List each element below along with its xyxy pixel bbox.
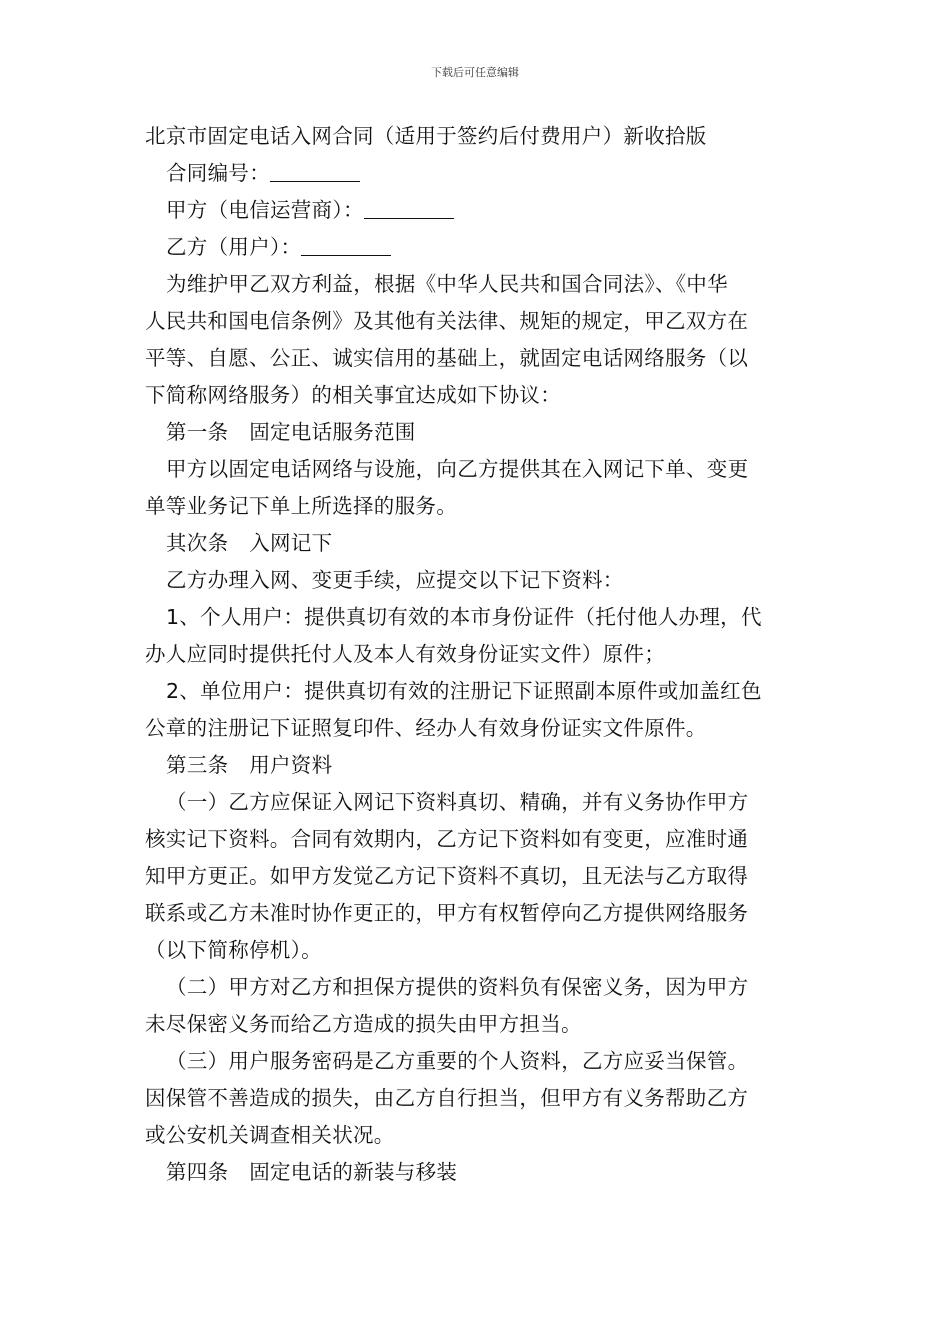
contract-line: 公章的注册记下证照复印件、经办人有效身份证实文件原件。 bbox=[145, 716, 707, 740]
contract-line: （以下简称停机）。 bbox=[145, 938, 322, 962]
contract-line: （三）用户服务密码是乙方重要的个人资料，乙方应妥当保管。 bbox=[166, 1049, 749, 1073]
contract-line: 人民共和国电信条例》及其他有关法律、规矩的规定，甲乙双方在 bbox=[145, 309, 749, 333]
page-header: 下载后可任意编辑 bbox=[431, 66, 519, 79]
contract-line: 知甲方更正。如甲方发觉乙方记下资料不真切，且无法与乙方取得 bbox=[145, 864, 749, 888]
contract-line: 1、个人用户：提供真切有效的本市身份证件（托付他人办理，代 bbox=[166, 605, 762, 629]
contract-number-row bbox=[145, 155, 807, 192]
party-b-row bbox=[145, 229, 807, 266]
contract-line: 单等业务记下单上所选择的服务。 bbox=[145, 494, 457, 518]
contract-line: （二）甲方对乙方和担保方提供的资料负有保密义务，因为甲方 bbox=[166, 975, 749, 999]
contract-number-label: 合同编号： bbox=[166, 161, 270, 185]
contract-line: 为维护甲乙双方利益，根据《中华人民共和国合同法》、《中华 bbox=[166, 272, 728, 296]
contract-line: 下简称网络服务）的相关事宜达成如下协议： bbox=[145, 383, 561, 407]
contract-line: 第一条 固定电话服务范围 bbox=[166, 420, 416, 444]
contract-line: 或公安机关调查相关状况。 bbox=[145, 1123, 395, 1147]
contract-line: 联系或乙方未准时协作更正的，甲方有权暂停向乙方提供网络服务 bbox=[145, 901, 749, 925]
contract-line: 办人应同时提供托付人及本人有效身份证实文件）原件； bbox=[145, 642, 665, 666]
contract-line: 第三条 用户资料 bbox=[166, 753, 333, 777]
contract-line: 2、单位用户：提供真切有效的注册记下证照副本原件或加盖红色 bbox=[166, 679, 762, 703]
party-b-label: 乙方（用户）： bbox=[166, 235, 302, 259]
contract-line: 平等、自愿、公正、诚实信用的基础上，就固定电话网络服务（以 bbox=[145, 346, 749, 370]
contract-line: （一）乙方应保证入网记下资料真切、精确，并有义务协作甲方 bbox=[166, 790, 749, 814]
party-b-blank bbox=[301, 233, 391, 256]
contract-line: 其次条 入网记下 bbox=[166, 531, 333, 555]
contract-body bbox=[145, 118, 807, 1191]
contract-title: 北京市固定电话入网合同（适用于签约后付费用户）新收拾版 bbox=[145, 124, 707, 148]
contract-number-blank bbox=[270, 159, 360, 182]
contract-line: 核实记下资料。合同有效期内，乙方记下资料如有变更，应准时通 bbox=[145, 827, 749, 851]
contract-line: 甲方以固定电话网络与设施，向乙方提供其在入网记下单、变更 bbox=[166, 457, 749, 481]
contract-line: 第四条 固定电话的新装与移装 bbox=[166, 1160, 458, 1184]
contract-line: 乙方办理入网、变更手续，应提交以下记下资料： bbox=[166, 568, 624, 592]
party-a-blank bbox=[364, 196, 454, 219]
contract-line: 因保管不善造成的损失，由乙方自行担当，但甲方有义务帮助乙方 bbox=[145, 1086, 749, 1110]
contract-text bbox=[145, 266, 807, 1191]
contract-line: 未尽保密义务而给乙方造成的损失由甲方担当。 bbox=[145, 1012, 582, 1036]
party-a-label: 甲方（电信运营商）： bbox=[166, 198, 364, 222]
party-a-row bbox=[145, 192, 807, 229]
